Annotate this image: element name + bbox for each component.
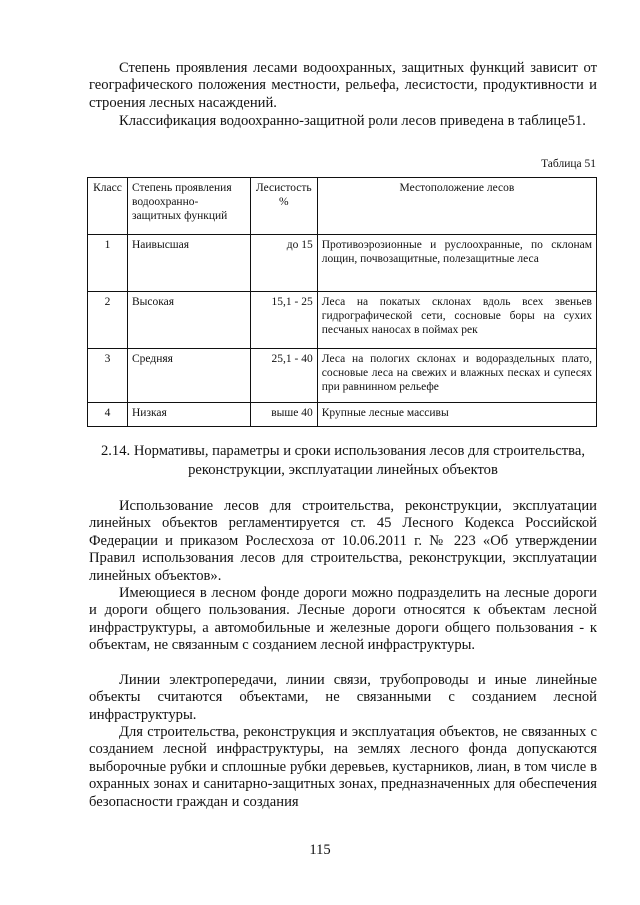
intro-paragraph-2: Классификация водоохранно-защитной роли лесов приведена в таблице51. bbox=[119, 113, 586, 129]
header-location: Местоположение лесов bbox=[317, 178, 596, 235]
cell-degree: Средняя bbox=[127, 349, 250, 403]
table-row bbox=[88, 292, 597, 349]
cell-degree: Низкая bbox=[127, 403, 250, 427]
table-caption: Таблица 51 bbox=[541, 158, 596, 170]
cell-class: 1 bbox=[88, 235, 128, 292]
cell-location: Противоэрозионные и руслоохранные, по склонам лощин, почвозащитные, полезащитные леса bbox=[317, 235, 596, 292]
header-class: Класс bbox=[88, 178, 128, 235]
table-row bbox=[88, 349, 597, 403]
table-row bbox=[88, 403, 597, 427]
forest-classification-table bbox=[87, 177, 597, 427]
cell-forest-cover: 15,1 - 25 bbox=[250, 292, 317, 349]
page-number: 115 bbox=[309, 842, 331, 858]
header-forest-cover: Лесистость % bbox=[250, 178, 317, 235]
cell-class: 2 bbox=[88, 292, 128, 349]
cell-degree: Наивысшая bbox=[127, 235, 250, 292]
cell-forest-cover: до 15 bbox=[250, 235, 317, 292]
section-paragraph-4: Для строительства, реконструкция и эксплуатация объектов, не связанных с созданием лесной инфраструктуры, на землях лесного фонда допускаются выборочные рубки и сплошные рубки деревьев, кустарников, лиан, в том числе в охранных зонах и санитарно-защитных зонах, предназначенных для обеспечения безопасности граждан и создания bbox=[89, 724, 597, 810]
cell-class: 4 bbox=[88, 403, 128, 427]
section-paragraph-3: Линии электропередачи, линии связи, трубопроводы и иные линейные объекты считаются объектами, не связанными с созданием лесной инфраструктуры. bbox=[89, 672, 597, 723]
cell-location: Леса на пологих склонах и водораздельных плато, сосновые леса на свежих и влажных песках и супесях при равнинном рельефе bbox=[317, 349, 596, 403]
cell-location: Леса на покатых склонах вдоль всех звеньев гидрографической сети, сосновые боры на сухих песчаных наносах в поймах рек bbox=[317, 292, 596, 349]
cell-class: 3 bbox=[88, 349, 128, 403]
table-header-row bbox=[88, 178, 597, 235]
cell-degree: Высокая bbox=[127, 292, 250, 349]
cell-forest-cover: выше 40 bbox=[250, 403, 317, 427]
section-heading: 2.14. Нормативы, параметры и сроки использования лесов для строительства, реконструкции, эксплуатации линейных объектов bbox=[100, 443, 585, 478]
cell-location: Крупные лесные массивы bbox=[317, 403, 596, 427]
table-row bbox=[88, 235, 597, 292]
section-paragraph-2: Имеющиеся в лесном фонде дороги можно подразделить на лесные дороги и дороги общего пользования. Лесные дороги относятся к объектам лесной инфраструктуры, а автомобильные и железные дороги общего пользования - к объектам, не связанным с созданием лесной инфраструктуры. bbox=[89, 585, 597, 654]
header-degree: Степень проявления водоохранно-защитных функций bbox=[127, 178, 250, 235]
section-paragraph-1: Использование лесов для строительства, реконструкции, эксплуатации линейных объектов регламентируется ст. 45 Лесного Кодекса Российской Федерации и приказом Рослесхоза от 10.06.2011 г. № 223 «Об утверждении Правил использования лесов для строительства, реконструкции, эксплуатации линейных объектов». bbox=[89, 498, 597, 584]
intro-paragraph-1: Степень проявления лесами водоохранных, защитных функций зависит от географического положения местности, рельефа, лесистости, продуктивности и строения лесных насаждений. bbox=[89, 60, 597, 111]
cell-forest-cover: 25,1 - 40 bbox=[250, 349, 317, 403]
